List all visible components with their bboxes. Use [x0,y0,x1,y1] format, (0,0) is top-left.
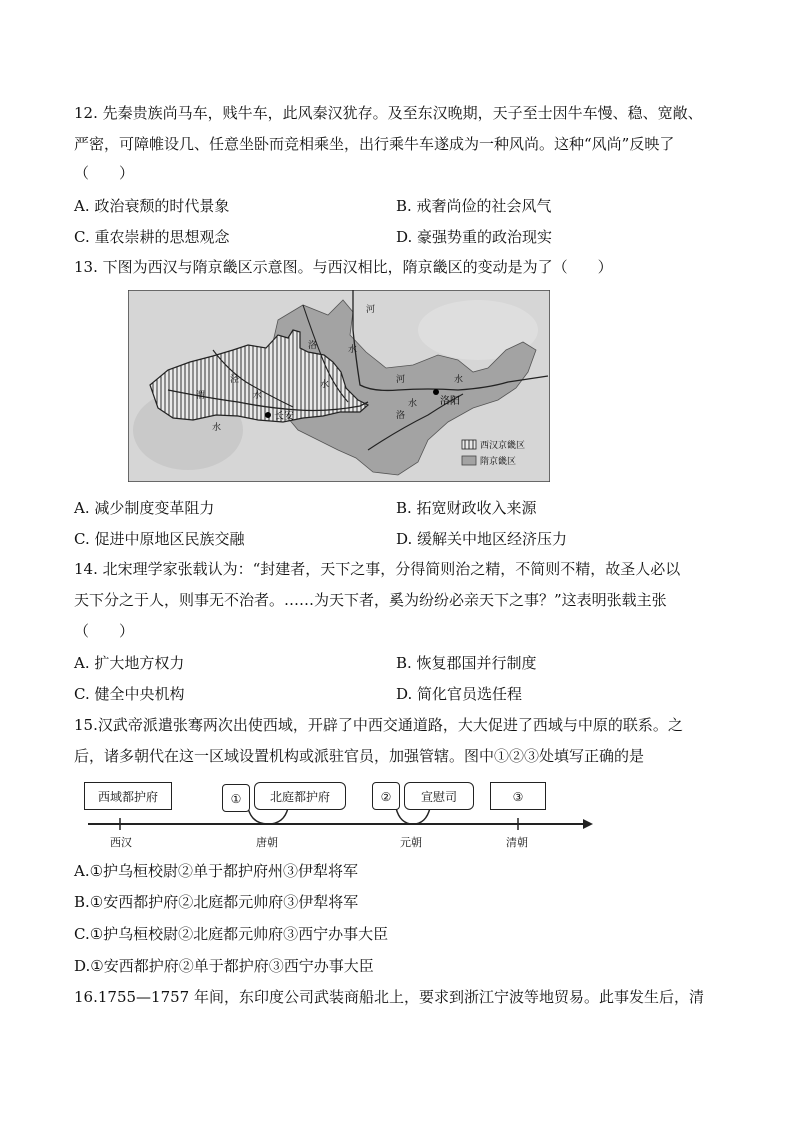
q14-text-line3: （ ） [74,622,135,640]
q15-option-a: A.①护乌桓校尉②单于都护府州③伊犁将军 [74,862,359,880]
q13-text-line1: 13. 下图为西汉与隋京畿区示意图。与西汉相比，隋京畿区的变动是为了（ ） [74,258,613,276]
map-label: 河 [366,305,376,315]
box-blank-2: ② [372,782,400,810]
map-label: 渭 [196,391,206,401]
q14-text-line2: 天下分之于人，则事无不治者。……为天下者，奚为纷纷必亲天下之事？”这表明张载主张 [74,591,667,609]
label-qing: 清朝 [506,836,528,849]
q12-option-c: C. 重农崇耕的思想观念 [74,228,230,246]
dynasty-timeline [78,778,598,856]
map-label: 泾 [230,375,240,385]
city-changan-label: 长安 [274,411,294,422]
map-label: 水 [408,399,418,409]
q14-option-b: B. 恢复郡国并行制度 [396,654,537,672]
label-tang: 唐朝 [256,836,278,849]
map-label: 水 [320,380,330,390]
box-xuanweisi: 宣慰司 [404,782,474,810]
q15-text-line2: 后，诸多朝代在这一区域设置机构或派驻官员，加强管辖。图中①②③处填写正确的是 [74,747,645,765]
map-label: 洛 [396,411,406,421]
city-luoyang-dot [433,389,439,395]
timeline-arrow [583,819,593,829]
legend-sui-swatch [462,456,476,465]
q14-option-a: A. 扩大地方权力 [74,654,185,672]
box-xiyu-duhufu: 西域都护府 [84,782,172,810]
q13-option-d: D. 缓解关中地区经济压力 [396,530,568,548]
bracket-tang-left [248,808,268,824]
legend-sui-label: 隋京畿区 [480,457,517,467]
capital-region-map [128,290,550,482]
box-beiting-duhufu: 北庭都护府 [254,782,346,810]
map-label: 洛 [308,341,318,351]
q13-option-a: A. 减少制度变革阻力 [74,499,215,517]
map-label: 水 [348,345,358,355]
map-label: 水 [454,375,464,385]
q13-option-c: C. 促进中原地区民族交融 [74,530,245,548]
q14-option-c: C. 健全中央机构 [74,685,185,703]
q16-text-line1: 16.1755—1757 年间，东印度公司武装商船北上，要求到浙江宁波等地贸易。此事发生后，清 [74,988,704,1006]
q15-text-line1: 15.汉武帝派遣张骞两次出使西域，开辟了中西交通道路，大大促进了西域与中原的联系。之 [74,716,683,734]
q12-text-line2: 严密，可障帷设几、任意坐卧而竞相乘坐，出行乘牛车遂成为一种风尚。这种“风尚”反映了 [74,135,675,153]
q12-text-line1: 12. 先秦贵族尚马车，贱牛车，此风秦汉犹存。及至东汉晚期，天子至士因牛车慢、稳、宽敞、 [74,104,703,122]
q12-option-d: D. 豪强势重的政治现实 [396,228,553,246]
city-luoyang-label: 洛阳 [440,396,460,407]
q14-text-line1: 14. 北宋理学家张载认为：“封建者，天下之事，分得简则治之精，不简则不精，故圣人必以 [74,560,681,578]
q12-option-a: A. 政治衰颓的时代景象 [74,197,230,215]
box-blank-3: ③ [490,782,546,810]
city-changan-dot [265,412,271,418]
q12-option-b: B. 戒奢尚俭的社会风气 [396,197,552,215]
box-blank-1: ① [222,784,250,812]
q15-option-b: B.①安西都护府②北庭都元帅府③伊犁将军 [74,893,359,911]
legend-xihan-label: 西汉京畿区 [480,441,526,451]
label-xihan: 西汉 [110,836,132,849]
q12-text-line3: （ ） [74,164,135,182]
q15-option-d: D.①安西都护府②单于都护府③西宁办事大臣 [74,957,374,975]
q13-option-b: B. 拓宽财政收入来源 [396,499,537,517]
legend-xihan-swatch [462,440,476,449]
map-label: 河 [396,375,406,385]
map-label: 水 [253,391,263,401]
q15-option-c: C.①护乌桓校尉②北庭都元帅府③西宁办事大臣 [74,925,389,943]
label-yuan: 元朝 [400,836,422,849]
map-label: 水 [212,423,222,433]
bracket-yuan-left [396,808,413,824]
q14-option-d: D. 简化官员选任程 [396,685,523,703]
